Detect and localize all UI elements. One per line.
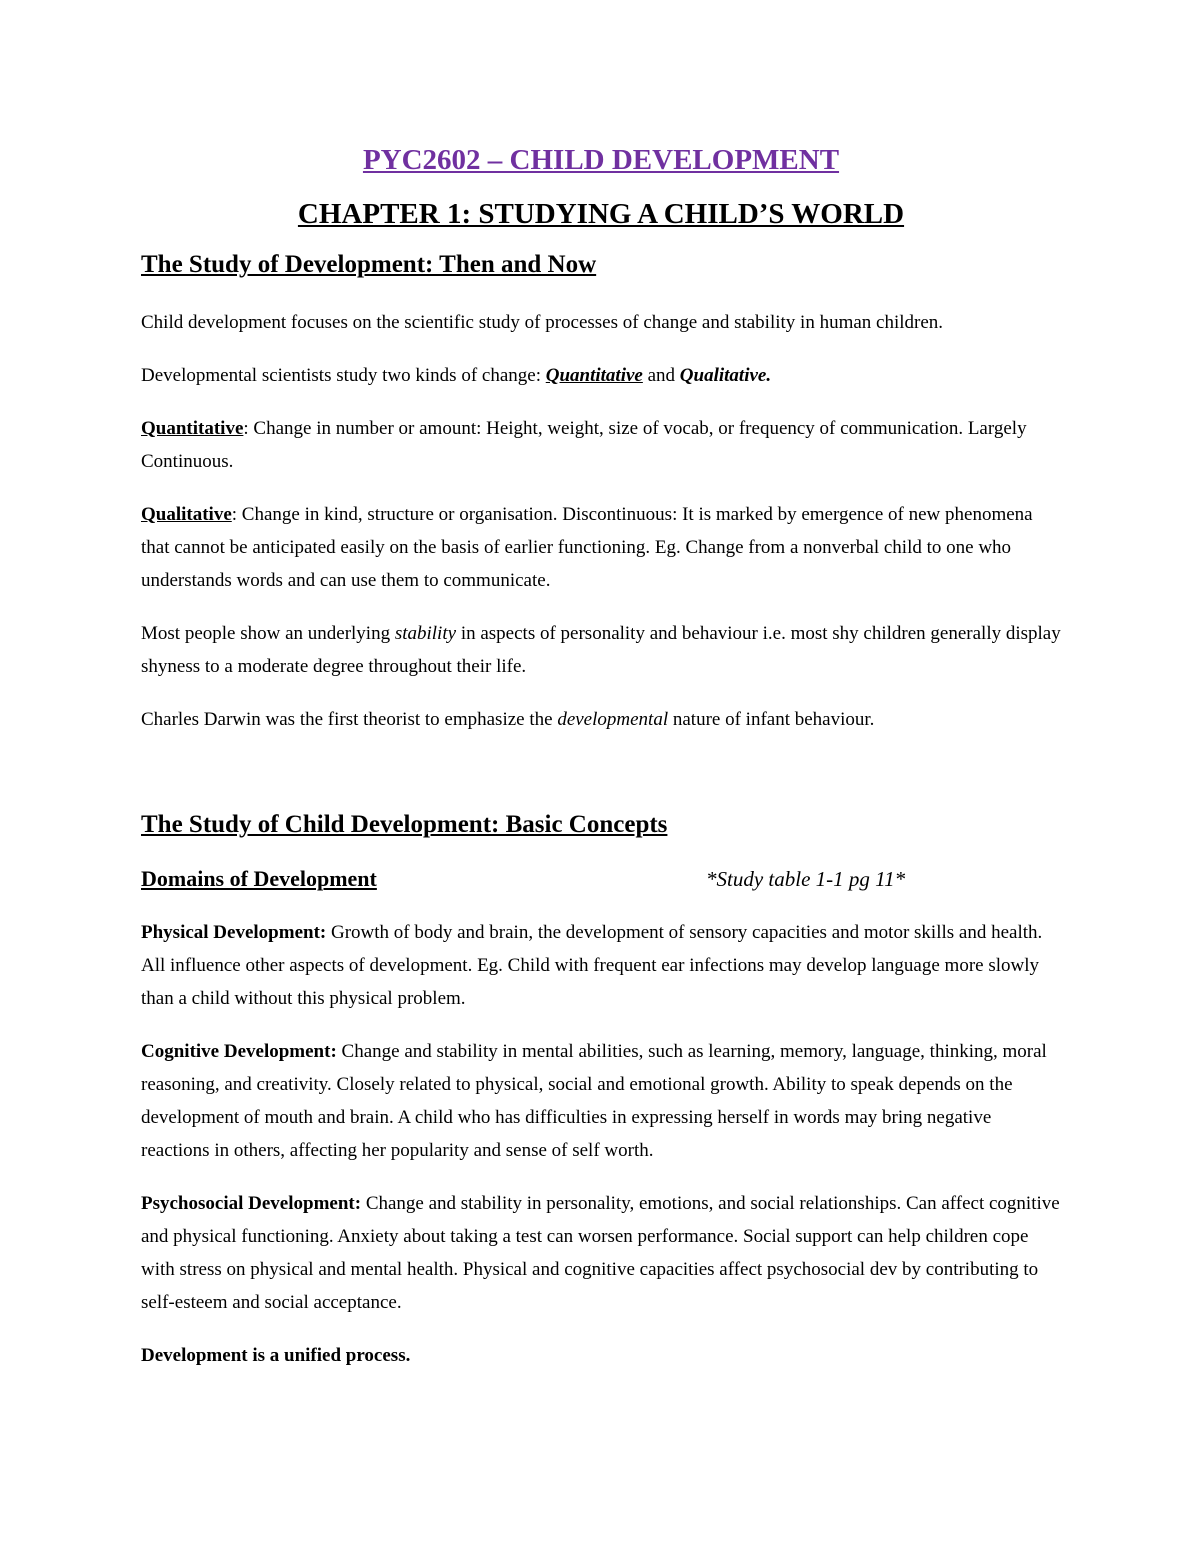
term-quantitative: Quantitative [545, 365, 643, 386]
section-heading-basic-concepts: The Study of Child Development: Basic Concepts [141, 811, 668, 838]
paragraph-stability: Most people show an underlying stability in aspects of personality and behaviour i.e. most shy children generally display shyness to a moderate degree throughout their life. [141, 623, 1061, 677]
paragraph-darwin: Charles Darwin was the first theorist to emphasize the developmental nature of infant behaviour. [141, 709, 875, 730]
paragraph-psychosocial: Psychosocial Development: Change and stability in personality, emotions, and social relationships. Can affect cognitive and physical functioning. Anxiety about taking a test can worsen performance. Social support can help children cope with stress on physical and mental health. Physical and cognitive capacities affect psychosocial dev by contributing to self-esteem and social acceptance. [141, 1193, 1060, 1313]
paragraph-unified: Development is a unified process. [141, 1345, 411, 1366]
paragraph-two-kinds: Developmental scientists study two kinds of change: Quantitative and Qualitative. [141, 365, 772, 386]
term-qualitative: Qualitative. [679, 365, 772, 386]
chapter-title: CHAPTER 1: STUDYING A CHILD’S WORLD [297, 198, 905, 230]
paragraph-cognitive: Cognitive Development: Change and stability in mental abilities, such as learning, memory, language, thinking, moral reasoning, and creativity. Closely related to physical, social and emotional growth. Ability to speak depends on the development of mouth and brain. A child who has difficulties in expressing herself in words may bring negative reactions in others, affecting her popularity and sense of self worth. [141, 1041, 1047, 1161]
study-note: *Study table 1-1 pg 11* [706, 867, 906, 891]
course-title: PYC2602 – CHILD DEVELOPMENT [362, 144, 840, 176]
paragraph-qualitative: Qualitative: Change in kind, structure or organisation. Discontinuous: It is marked by emergence of new phenomena that cannot be anticipated easily on the basis of earlier functioning. Eg. Change from a nonverbal child to one who understands words and can use them to communicate. [141, 504, 1033, 591]
paragraph-quantitative: Quantitative: Change in number or amount: Height, weight, size of vocab, or frequency of communication. Largely Continuous. [141, 418, 1027, 472]
paragraph-definition: Child development focuses on the scientific study of processes of change and stability in human children. [141, 312, 944, 333]
document-page [141, 140, 1061, 1372]
domains-heading: Domains of Development [141, 866, 377, 891]
paragraph-physical: Physical Development: Growth of body and brain, the development of sensory capacities and motor skills and health. All influence other aspects of development. Eg. Child with frequent ear infections may develop language more slowly than a child without this physical problem. [141, 922, 1043, 1009]
domains-row [141, 862, 1061, 896]
section-heading-then-and-now: The Study of Development: Then and Now [141, 251, 597, 278]
